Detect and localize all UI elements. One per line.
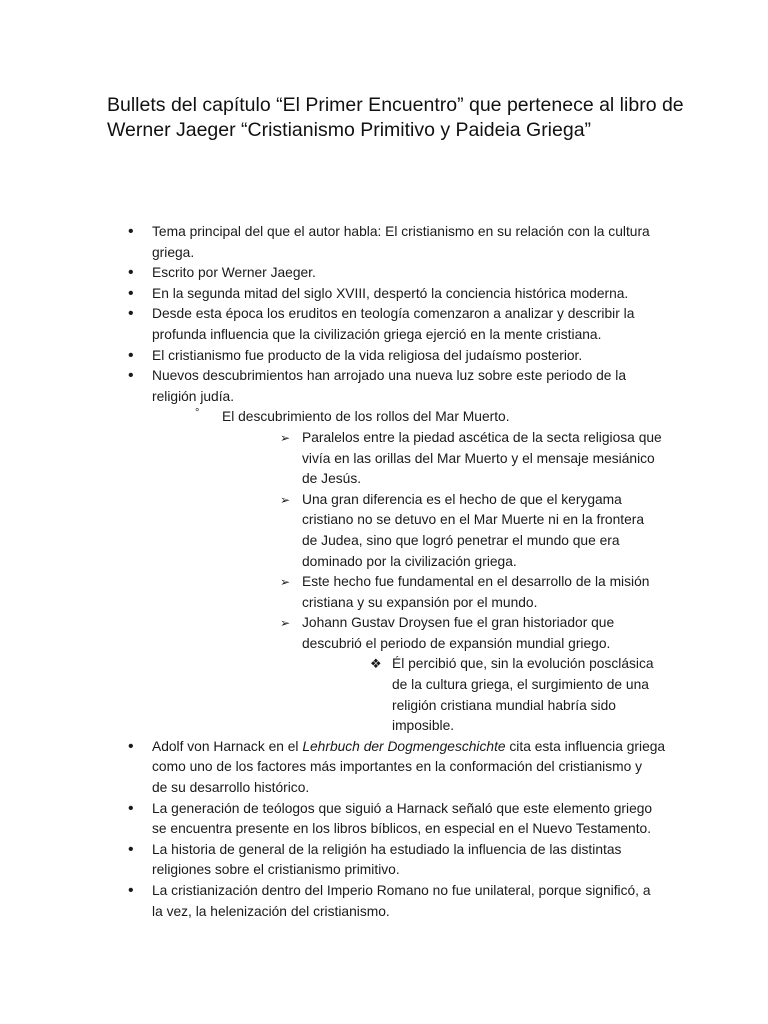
list-item-text: de su desarrollo histórico.	[152, 780, 310, 796]
list-item-text: de Jesús.	[302, 471, 362, 487]
list-item	[128, 346, 672, 367]
list-item	[128, 263, 672, 284]
list-item	[128, 799, 672, 840]
list-item-text: cristiano no se detuvo en el Mar Muerte ni en la frontera	[302, 512, 645, 528]
list-item-text: La cristianización dentro del Imperio Romano no fue unilateral, porque significó, a	[152, 883, 651, 898]
list-item	[128, 284, 672, 305]
list-item	[128, 881, 672, 922]
list-item-text: vivía en las orillas del Mar Muerto y el mensaje mesiánico	[302, 450, 655, 466]
list-item-text: Tema principal del que el autor habla: El cristianismo en su relación con la cultura	[152, 224, 650, 239]
list-item-text: cristiana y su expansión por el mundo.	[302, 594, 538, 610]
book-title: Lehrbuch der Dogmengeschichte	[302, 738, 506, 754]
list-item-text: Paralelos entre la piedad ascética de la secta religiosa que	[302, 429, 662, 445]
list-item-text: de Judea, sino que logró penetrar el mundo que era	[302, 532, 620, 548]
list-item-text: Él percibió que, sin la evolución posclásica	[392, 656, 654, 672]
list-item	[195, 407, 768, 428]
bullet-marker: •	[128, 346, 134, 364]
bullet-marker: •	[128, 284, 134, 302]
arrow-marker: ➢	[280, 430, 291, 445]
list-item-text: Este hecho fue fundamental en el desarrollo de la misión	[302, 574, 650, 590]
list-item	[280, 613, 672, 654]
list-item	[128, 222, 672, 263]
list-item-text: Adolf von Harnack en el Lehrbuch der Dogmengeschichte cita esta influencia griega	[152, 738, 666, 754]
title-line: Bullets del capítulo “El Primer Encuentro” que pertenece al libro de	[107, 94, 684, 116]
bullet-marker: •	[128, 264, 134, 282]
arrow-marker: ➢	[280, 616, 291, 631]
circle-marker: °	[195, 407, 200, 420]
title-line: Werner Jaeger “Cristianismo Primitivo y Paideia Griega”	[107, 119, 592, 141]
list-item	[128, 304, 672, 345]
list-item-text: La generación de teólogos que siguió a Harnack señaló que este elemento griego	[152, 800, 653, 816]
list-item-text: Desde esta época los eruditos en teología comenzaron a analizar y describir la	[152, 306, 635, 322]
list-item-text: se encuentra presente en los libros bíblicos, en especial en el Nuevo Testamento.	[152, 821, 652, 837]
bullet-marker: •	[128, 882, 134, 899]
document-title	[107, 93, 707, 143]
list-item-text: imposible.	[392, 718, 455, 734]
bullet-marker: •	[128, 305, 134, 323]
bullet-marker: •	[128, 799, 134, 817]
list-item-text: la vez, la helenización del cristianismo.	[152, 903, 390, 919]
list-item-text: El cristianismo fue producto de la vida religiosa del judaísmo posterior.	[152, 347, 583, 363]
diamond-marker: ❖	[370, 656, 382, 672]
list-item-text: religión judía.	[152, 388, 235, 404]
list-item	[128, 840, 672, 881]
list-item-text: de la cultura griega, el surgimiento de una	[392, 677, 649, 693]
list-item-text: religión cristiana mundial habría sido	[392, 697, 616, 713]
arrow-marker: ➢	[280, 492, 291, 507]
list-item	[280, 428, 672, 490]
list-item	[370, 654, 662, 736]
list-item-text: Escrito por Werner Jaeger.	[152, 265, 316, 281]
list-item-text: griega.	[152, 244, 195, 260]
list-item-text: El descubrimiento de los rollos del Mar Muerto.	[222, 409, 510, 425]
list-item-text: dominado por la civilización griega.	[302, 553, 517, 569]
list-item-text: Johann Gustav Droysen fue el gran historiador que	[302, 615, 615, 631]
bullet-marker: •	[128, 737, 134, 755]
list-item-text: profunda influencia que la civilización griega ejerció en la mente cristiana.	[152, 326, 602, 342]
list-item-text: religiones sobre el cristianismo primitivo.	[152, 862, 400, 878]
list-item-text: Nuevos descubrimientos han arrojado una nueva luz sobre este periodo de la	[152, 368, 626, 384]
list-item	[280, 490, 672, 572]
list-item-text: En la segunda mitad del siglo XVIII, despertó la conciencia histórica moderna.	[152, 285, 629, 301]
bullet-marker: •	[128, 223, 134, 240]
list-item	[280, 572, 672, 613]
list-item-text: como uno de los factores más importantes en la conformación del cristianismo y	[152, 759, 643, 775]
list-item-text: descubrió el periodo de expansión mundial griego.	[302, 635, 611, 651]
list-item-text: Una gran diferencia es el hecho de que el kerygama	[302, 491, 622, 507]
bullet-list	[0, 222, 768, 922]
list-item	[128, 737, 672, 799]
bullet-marker: •	[128, 840, 134, 858]
list-item	[128, 366, 672, 407]
arrow-marker: ➢	[280, 575, 291, 590]
bullet-marker: •	[128, 367, 134, 385]
list-item-text: La historia de general de la religión ha estudiado la influencia de las distintas	[152, 841, 622, 857]
